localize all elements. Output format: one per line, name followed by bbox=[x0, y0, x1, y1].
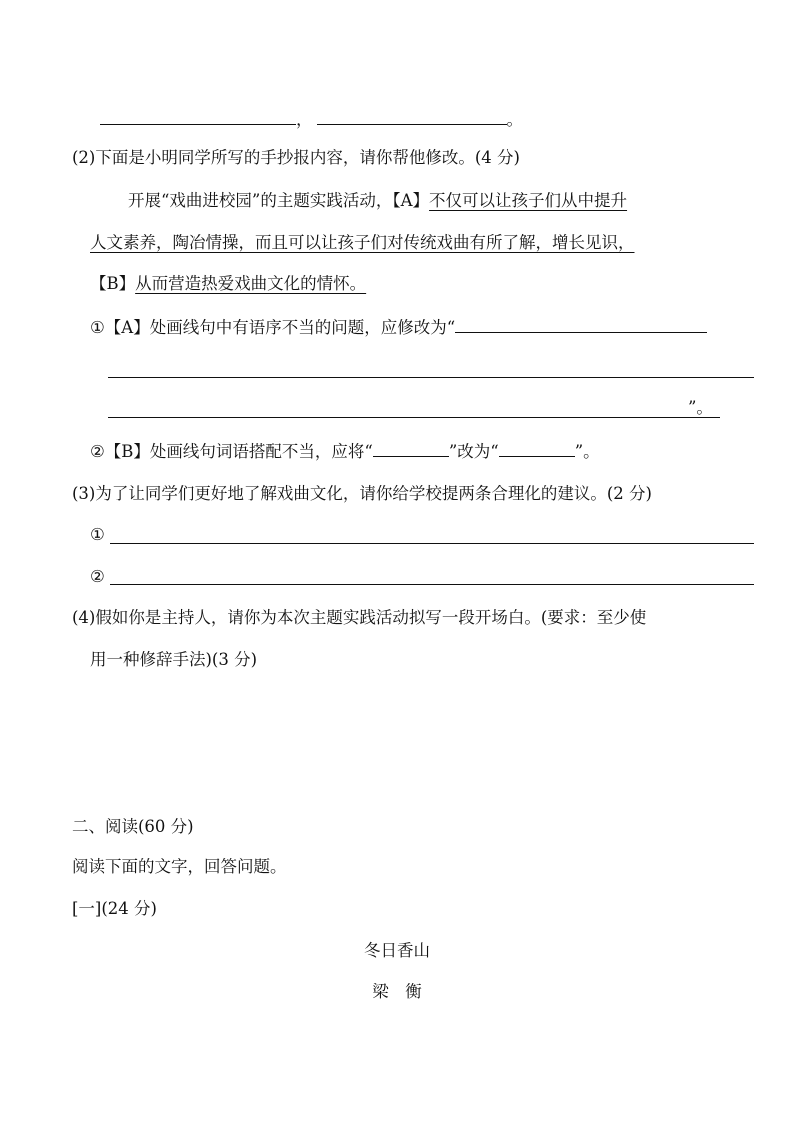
q1-blank-1[interactable] bbox=[100, 108, 296, 125]
q2-sub2 bbox=[90, 440, 600, 464]
q2-sub2-blank-1[interactable] bbox=[373, 440, 449, 457]
q2-mark-a: 【A】 bbox=[392, 191, 430, 210]
part-label: [一](24 分) bbox=[72, 899, 157, 918]
section-heading: 二、阅读(60 分) bbox=[72, 817, 194, 836]
q2-sub1-answer-line-1[interactable] bbox=[108, 377, 754, 378]
q2-sub2-text-a: ②【B】处画线句词语搭配不当，应将“ bbox=[90, 442, 373, 461]
q2-mark-b: 【B】 bbox=[90, 274, 136, 293]
article-author: 梁 衡 bbox=[372, 982, 422, 1001]
q3-item-1-answer-line[interactable] bbox=[110, 543, 754, 544]
q2-passage-line-3 bbox=[90, 272, 366, 296]
reading-instruction: 阅读下面的文字，回答问题。 bbox=[72, 857, 287, 876]
q1-blank-2[interactable] bbox=[317, 108, 507, 125]
q2-sub1 bbox=[90, 316, 707, 340]
q1-comma: ， bbox=[296, 110, 313, 129]
q1-answer-row bbox=[100, 108, 523, 132]
q2-sub2-blank-2[interactable] bbox=[499, 440, 575, 457]
q1-period: 。 bbox=[506, 110, 523, 129]
q2-underlined-a-2: 人文素养，陶冶情操，而且可以让孩子们对传统戏曲有所了解，增长见识， bbox=[90, 233, 635, 252]
q4-prompt-line-2: 用一种修辞手法)(3 分) bbox=[90, 650, 258, 669]
q2-sub2-text-c: ”。 bbox=[574, 442, 600, 461]
q3-prompt: (3)为了让同学们更好地了解戏曲文化，请你给学校提两条合理化的建议。(2 分) bbox=[72, 484, 652, 503]
q2-sub1-end: ”。 bbox=[688, 398, 713, 417]
q2-underlined-b: 从而营造热爱戏曲文化的情怀。 bbox=[135, 274, 367, 293]
q3-item-2-label: ② bbox=[90, 567, 105, 586]
article-title: 冬日香山 bbox=[364, 941, 430, 960]
q2-sub1-text: ①【A】处画线句中有语序不当的问题，应修改为“ bbox=[90, 318, 456, 337]
q2-passage-start: 开展“戏曲进校园”的主题实践活动， bbox=[128, 191, 393, 210]
q2-prompt: (2)下面是小明同学所写的手抄报内容，请你帮他修改。(4 分) bbox=[72, 148, 520, 167]
q2-sub1-blank-inline[interactable] bbox=[455, 316, 707, 333]
q2-sub1-answer-line-2[interactable] bbox=[108, 417, 720, 418]
q3-item-2-answer-line[interactable] bbox=[110, 584, 754, 585]
q2-underlined-a-1: 不仅可以让孩子们从中提升 bbox=[429, 191, 628, 210]
q3-item-1-label: ① bbox=[90, 525, 105, 544]
q2-sub2-text-b: ”改为“ bbox=[448, 442, 499, 461]
q4-prompt-line-1: (4)假如你是主持人，请你为本次主题实践活动拟写一段开场白。(要求：至少使 bbox=[72, 608, 647, 627]
q2-passage-line-1 bbox=[128, 189, 627, 213]
q2-passage-line-2 bbox=[90, 231, 635, 255]
